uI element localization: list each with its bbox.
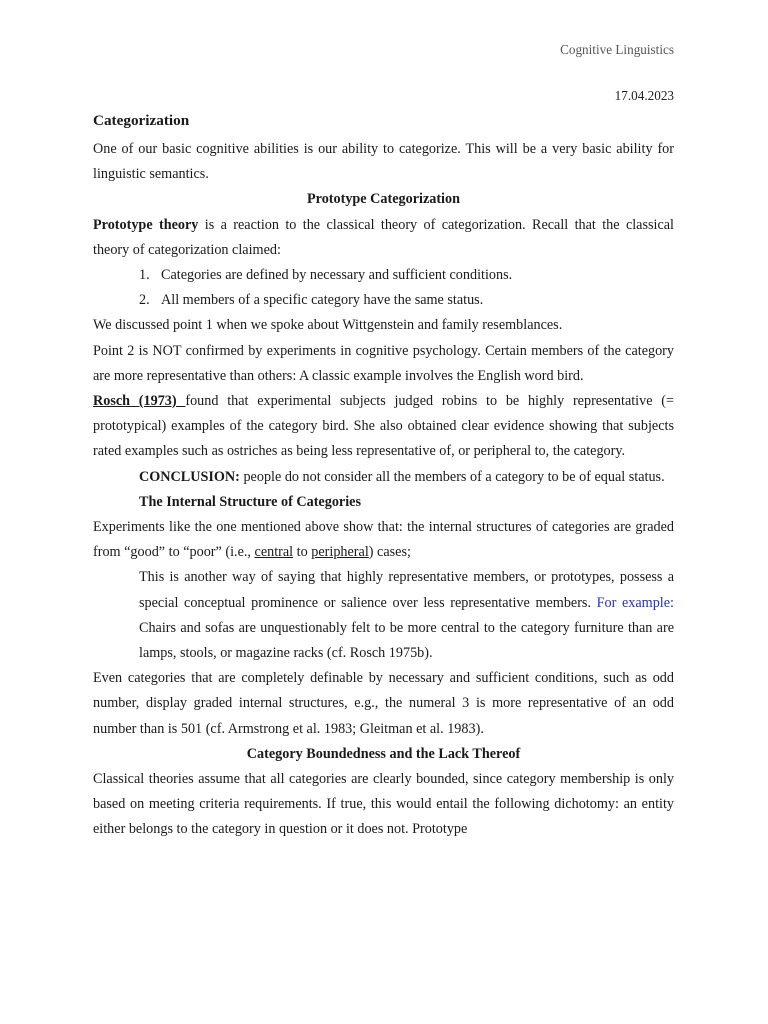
list-item-number: 1. [139,267,150,284]
rosch-text: found that experimental subjects judged robins to be highly representative (= prototypical) examples of the category bird. She also obtained clear evidence showing that subjects rated examples such as ostriches as being less representative of, or peripheral to, the category. [93,393,674,460]
quote-text-a: This is another way of saying that highly representative members, or prototypes, possess a special conceptual prominence or salience over less representative members. [139,569,674,611]
list-item-text: Categories are defined by necessary and sufficient conditions. [161,267,513,284]
rosch-paragraph [93,389,674,465]
conclusion-text: people do not consider all the members of a category to be of equal status. [239,468,665,485]
document-title: Categorization [93,112,190,129]
odd-number-paragraph: Even categories that are completely definable by necessary and sufficient conditions, such as odd number, display graded internal structures, e.g., the numeral 3 is more representative of an odd number than is 501 (cf. Armstrong et al. 1983; Gleitman et al. 1983). [93,670,674,737]
graded-text-a: Experiments like the one mentioned above show that: the internal structures of categories are graded from “good” to “poor” (i.e., [93,519,674,561]
classical-theory-list [93,263,674,313]
document-body [93,137,674,843]
conclusion-label: CONCLUSION: [139,468,240,485]
section-heading-boundedness: Category Boundedness and the Lack Thereof [246,745,521,762]
list-item-number: 2. [139,292,150,309]
prototype-quote-paragraph [93,565,674,666]
list-item [139,288,674,313]
central-term: central [254,544,294,561]
header-date: 17.04.2023 [614,88,674,103]
section-heading-internal-structure: The Internal Structure of Categories [139,493,361,510]
graded-to: to [293,544,312,561]
peripheral-term: peripheral [311,544,369,561]
list-item-text: All members of a specific category have the same status. [161,292,484,309]
prototype-theory-text: is a reaction to the classical theory of categorization. Recall that the classical theory of categorization claimed: [93,216,675,258]
intro-paragraph: One of our basic cognitive abilities is our ability to categorize. This will be a very basic ability for linguistic semantics. [93,141,674,183]
wittgenstein-paragraph: We discussed point 1 when we spoke about Wittgenstein and family resemblances. [93,317,563,334]
rosch-reference: Rosch (1973) [93,393,186,410]
list-item [139,263,674,288]
boundedness-paragraph: Classical theories assume that all categories are clearly bounded, since category membership is only based on meeting criteria requirements. If true, this would entail the following dichotomy: an entity either belongs to the category in question or it does not. Prototype [93,771,674,838]
for-example-label: For example: [596,594,674,611]
prototype-theory-paragraph [93,213,674,263]
header-course: Cognitive Linguistics [560,42,674,57]
graded-structure-paragraph [93,515,674,565]
graded-end: ) cases; [368,544,411,561]
section-heading-prototype: Prototype Categorization [306,191,460,208]
point2-paragraph: Point 2 is NOT confirmed by experiments in cognitive psychology. Certain members of the category are more representative than others: A classic example involves the English word bird. [93,342,674,384]
quote-text-b: Chairs and sofas are unquestionably felt to be more central to the category furniture than are lamps, stools, or magazine racks (cf. Rosch 1975b). [139,619,674,662]
prototype-theory-term: Prototype theory [93,216,199,233]
conclusion-paragraph [93,465,674,490]
